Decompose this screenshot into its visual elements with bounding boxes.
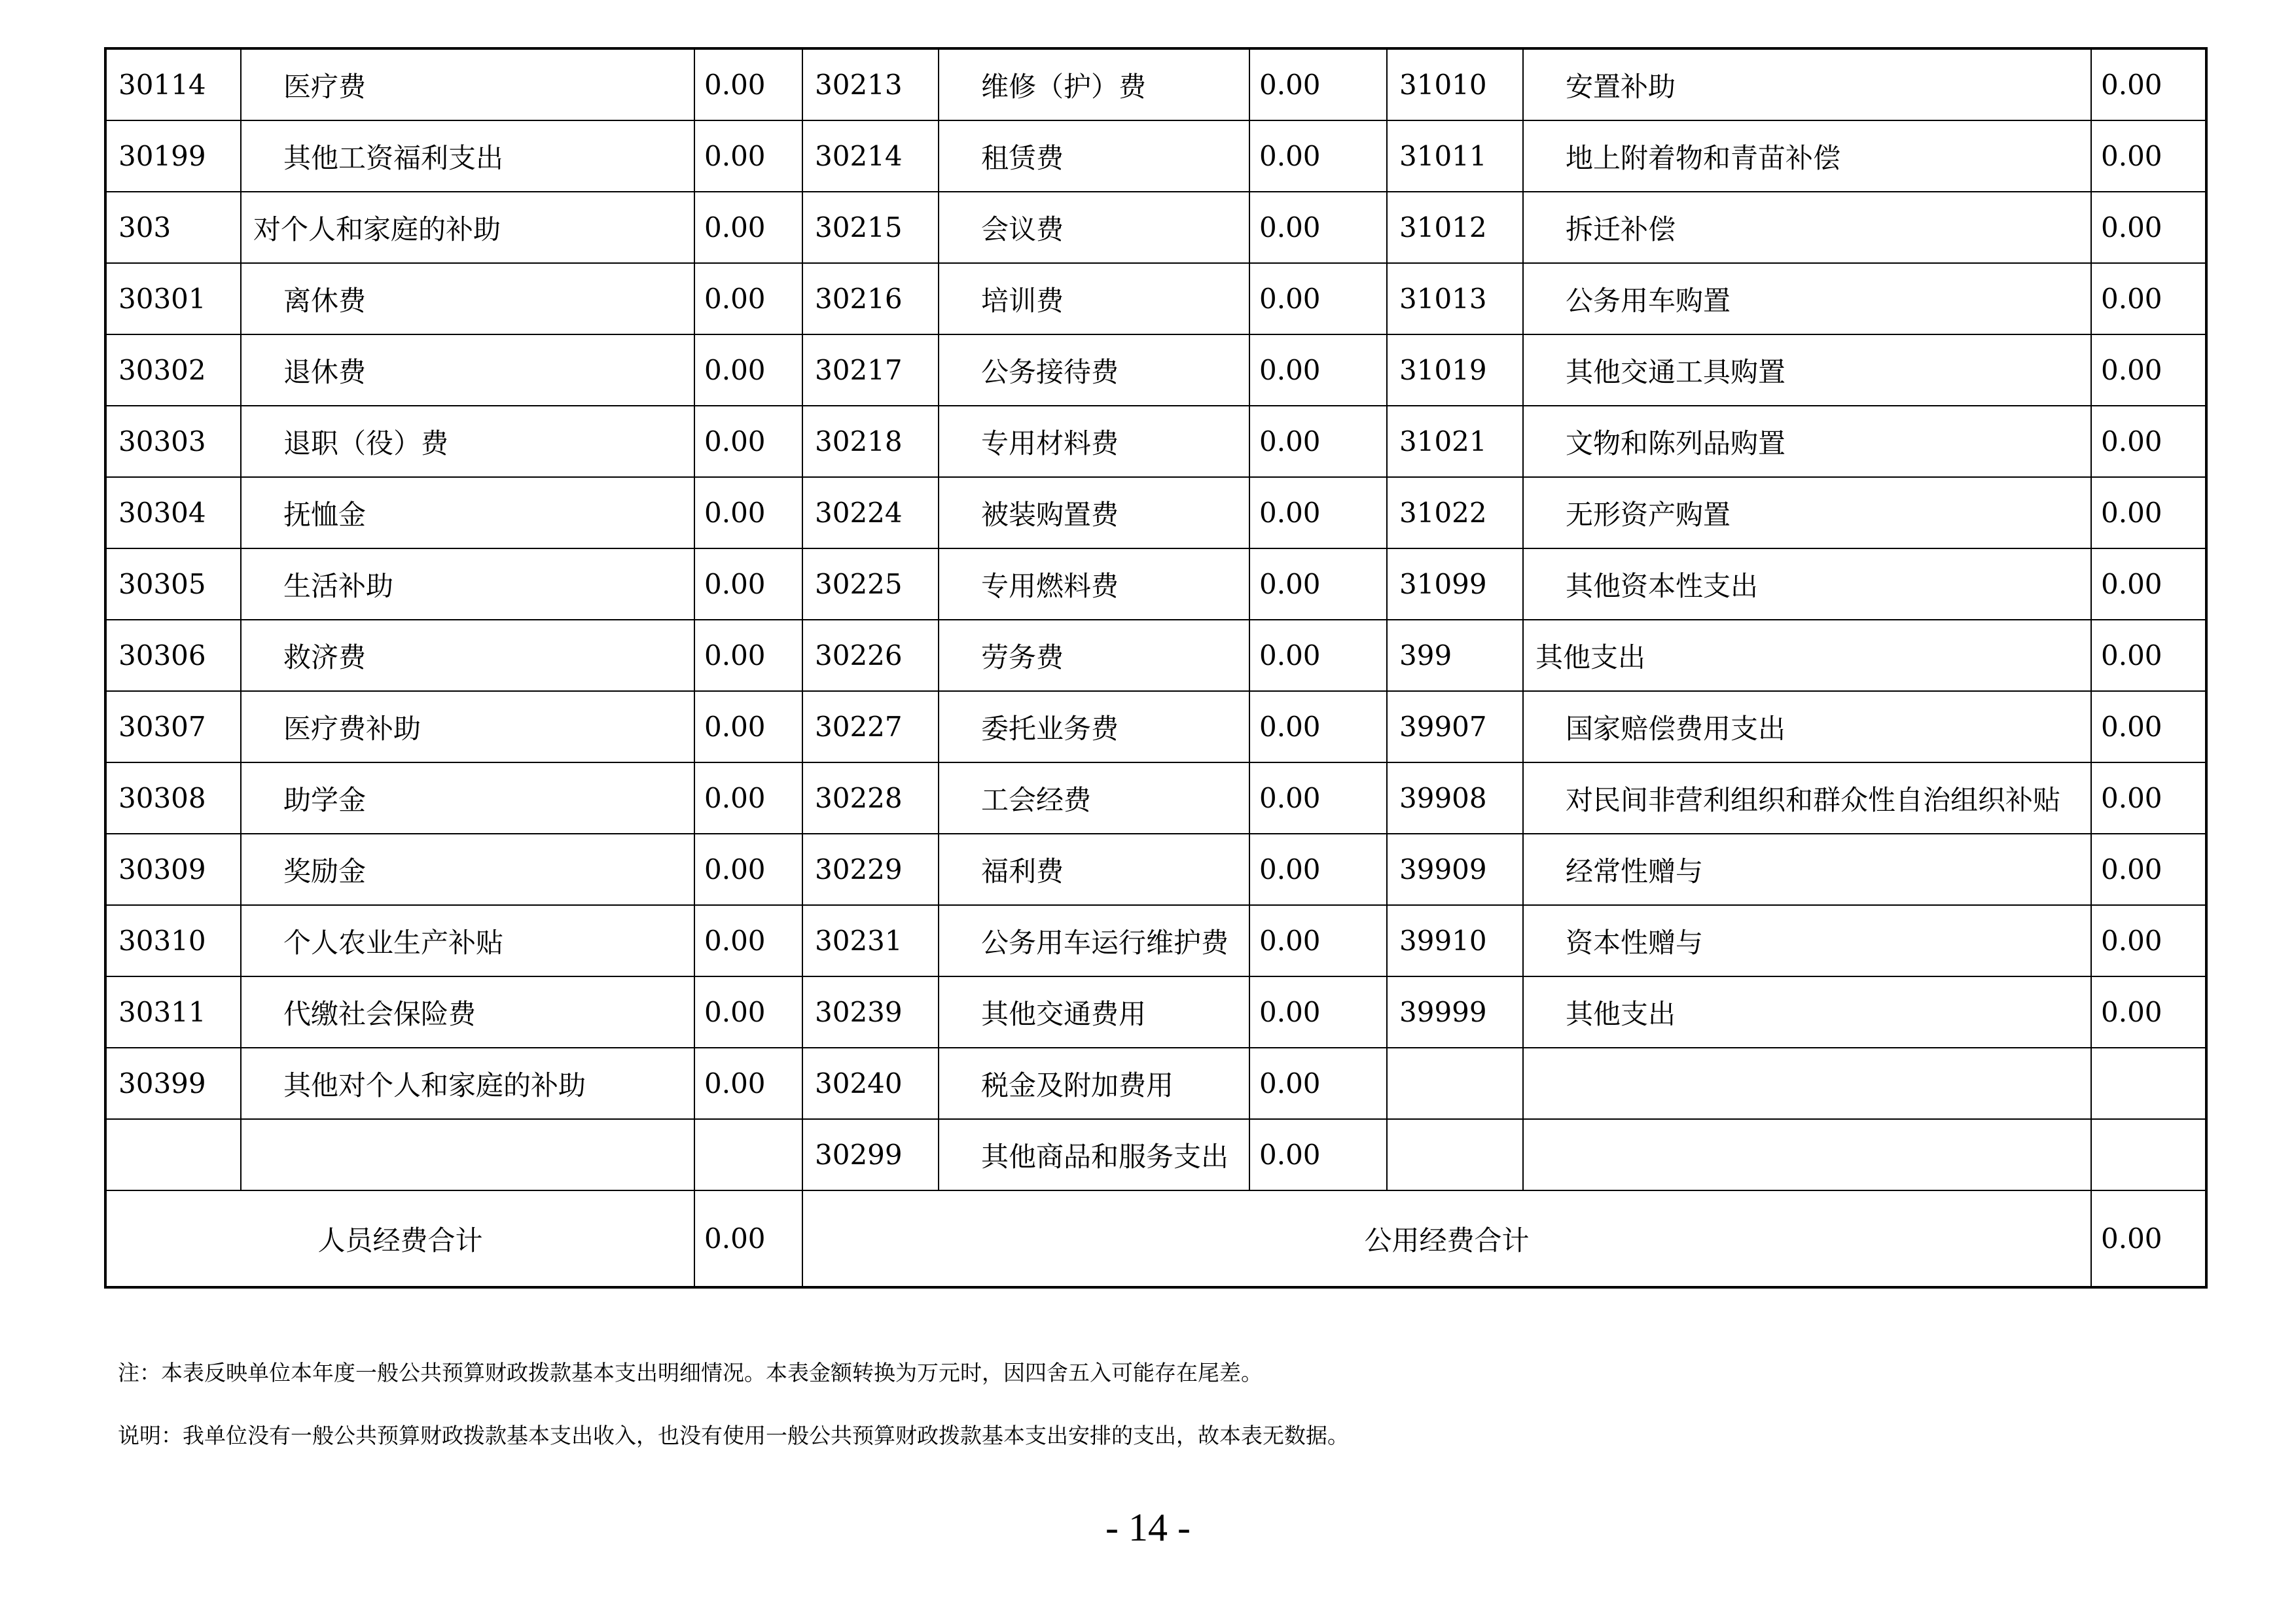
account-code: 30305	[105, 548, 241, 620]
account-name: 对民间非营利组织和群众性自治组织补贴	[1523, 762, 2091, 834]
account-name: 退休费	[241, 334, 694, 406]
amount-cell: 0.00	[1249, 263, 1387, 334]
account-code: 30229	[802, 834, 939, 905]
account-name: 离休费	[241, 263, 694, 334]
amount-cell: 0.00	[694, 263, 802, 334]
table-row	[105, 334, 2206, 406]
account-code	[1387, 1048, 1523, 1119]
amount-cell: 0.00	[694, 334, 802, 406]
amount-cell: 0.00	[2091, 120, 2206, 192]
account-code: 30306	[105, 620, 241, 691]
account-code: 30215	[802, 192, 939, 263]
amount-cell: 0.00	[1249, 48, 1387, 120]
account-name: 公务用车购置	[1523, 263, 2091, 334]
table-row	[105, 834, 2206, 905]
account-code: 30309	[105, 834, 241, 905]
amount-cell: 0.00	[694, 834, 802, 905]
amount-cell: 0.00	[694, 548, 802, 620]
amount-cell: 0.00	[2091, 762, 2206, 834]
account-code: 30307	[105, 691, 241, 762]
account-code: 303	[105, 192, 241, 263]
amount-cell: 0.00	[1249, 691, 1387, 762]
account-code: 30399	[105, 1048, 241, 1119]
account-name: 被装购置费	[939, 477, 1249, 548]
amount-cell: 0.00	[694, 905, 802, 976]
personnel-total-label: 人员经费合计	[105, 1190, 694, 1287]
account-code: 30227	[802, 691, 939, 762]
account-name: 公务接待费	[939, 334, 1249, 406]
account-name: 抚恤金	[241, 477, 694, 548]
account-code: 30218	[802, 406, 939, 477]
account-name	[241, 1119, 694, 1190]
account-code: 30214	[802, 120, 939, 192]
account-name: 个人农业生产补贴	[241, 905, 694, 976]
amount-cell: 0.00	[1249, 406, 1387, 477]
account-code: 31022	[1387, 477, 1523, 548]
table-row	[105, 620, 2206, 691]
amount-cell: 0.00	[694, 691, 802, 762]
account-code: 399	[1387, 620, 1523, 691]
account-name: 对个人和家庭的补助	[241, 192, 694, 263]
amount-cell	[694, 1119, 802, 1190]
table-row	[105, 762, 2206, 834]
account-code: 30199	[105, 120, 241, 192]
account-code: 30228	[802, 762, 939, 834]
amount-cell: 0.00	[2091, 477, 2206, 548]
amount-cell: 0.00	[1249, 976, 1387, 1048]
amount-cell: 0.00	[694, 976, 802, 1048]
amount-cell: 0.00	[2091, 691, 2206, 762]
expenditure-detail-table	[104, 47, 2208, 1289]
public-total-label: 公用经费合计	[802, 1190, 2091, 1287]
amount-cell: 0.00	[2091, 406, 2206, 477]
amount-cell: 0.00	[1249, 1048, 1387, 1119]
amount-cell: 0.00	[694, 406, 802, 477]
account-name: 医疗费	[241, 48, 694, 120]
account-name	[1523, 1119, 2091, 1190]
account-code: 30304	[105, 477, 241, 548]
amount-cell: 0.00	[2091, 334, 2206, 406]
account-code: 31021	[1387, 406, 1523, 477]
table-row	[105, 477, 2206, 548]
amount-cell	[2091, 1119, 2206, 1190]
account-code: 30114	[105, 48, 241, 120]
amount-cell: 0.00	[694, 620, 802, 691]
account-code: 30224	[802, 477, 939, 548]
account-code: 30301	[105, 263, 241, 334]
account-name: 税金及附加费用	[939, 1048, 1249, 1119]
account-code: 30239	[802, 976, 939, 1048]
account-name: 其他交通费用	[939, 976, 1249, 1048]
amount-cell: 0.00	[1249, 120, 1387, 192]
amount-cell: 0.00	[1249, 548, 1387, 620]
account-name: 其他对个人和家庭的补助	[241, 1048, 694, 1119]
amount-cell: 0.00	[1249, 334, 1387, 406]
amount-cell: 0.00	[1249, 192, 1387, 263]
amount-cell: 0.00	[2091, 192, 2206, 263]
amount-cell: 0.00	[1249, 620, 1387, 691]
account-code: 39999	[1387, 976, 1523, 1048]
amount-cell: 0.00	[694, 477, 802, 548]
amount-cell	[2091, 1048, 2206, 1119]
account-code: 30231	[802, 905, 939, 976]
account-name: 经常性赠与	[1523, 834, 2091, 905]
account-name: 其他工资福利支出	[241, 120, 694, 192]
amount-cell: 0.00	[2091, 548, 2206, 620]
account-code: 30311	[105, 976, 241, 1048]
table-body	[105, 48, 2206, 1190]
amount-cell: 0.00	[2091, 834, 2206, 905]
account-code: 39909	[1387, 834, 1523, 905]
account-name: 会议费	[939, 192, 1249, 263]
table-row	[105, 192, 2206, 263]
amount-cell: 0.00	[694, 48, 802, 120]
account-name: 奖励金	[241, 834, 694, 905]
account-name: 助学金	[241, 762, 694, 834]
amount-cell: 0.00	[1249, 1119, 1387, 1190]
account-name: 拆迁补偿	[1523, 192, 2091, 263]
table-row	[105, 976, 2206, 1048]
table-note: 注：本表反映单位本年度一般公共预算财政拨款基本支出明细情况。本表金额转换为万元时，因四舍五入可能存在尾差。	[118, 1360, 1263, 1385]
account-code: 30308	[105, 762, 241, 834]
account-name: 生活补助	[241, 548, 694, 620]
account-code	[105, 1119, 241, 1190]
table-row	[105, 406, 2206, 477]
account-code: 39907	[1387, 691, 1523, 762]
account-name: 培训费	[939, 263, 1249, 334]
account-code: 30216	[802, 263, 939, 334]
account-code: 30299	[802, 1119, 939, 1190]
amount-cell: 0.00	[2091, 976, 2206, 1048]
account-name: 地上附着物和青苗补偿	[1523, 120, 2091, 192]
account-name: 文物和陈列品购置	[1523, 406, 2091, 477]
account-name: 专用材料费	[939, 406, 1249, 477]
account-name: 其他商品和服务支出	[939, 1119, 1249, 1190]
account-name: 工会经费	[939, 762, 1249, 834]
table-row	[105, 548, 2206, 620]
account-code: 39910	[1387, 905, 1523, 976]
account-name: 安置补助	[1523, 48, 2091, 120]
account-code: 31013	[1387, 263, 1523, 334]
account-name: 其他资本性支出	[1523, 548, 2091, 620]
account-code: 31099	[1387, 548, 1523, 620]
account-name: 专用燃料费	[939, 548, 1249, 620]
account-name: 租赁费	[939, 120, 1249, 192]
account-name: 劳务费	[939, 620, 1249, 691]
account-name: 救济费	[241, 620, 694, 691]
account-name: 医疗费补助	[241, 691, 694, 762]
account-code: 30240	[802, 1048, 939, 1119]
public-total-value: 0.00	[2091, 1190, 2206, 1287]
table-row	[105, 691, 2206, 762]
amount-cell: 0.00	[1249, 905, 1387, 976]
amount-cell: 0.00	[2091, 48, 2206, 120]
account-code: 31010	[1387, 48, 1523, 120]
account-code: 31012	[1387, 192, 1523, 263]
table-row	[105, 1119, 2206, 1190]
amount-cell: 0.00	[694, 120, 802, 192]
amount-cell: 0.00	[1249, 762, 1387, 834]
table-row	[105, 120, 2206, 192]
account-name: 退职（役）费	[241, 406, 694, 477]
account-name: 其他支出	[1523, 620, 2091, 691]
account-name: 无形资产购置	[1523, 477, 2091, 548]
account-code: 30225	[802, 548, 939, 620]
account-code: 30302	[105, 334, 241, 406]
amount-cell: 0.00	[2091, 905, 2206, 976]
amount-cell: 0.00	[2091, 620, 2206, 691]
account-code	[1387, 1119, 1523, 1190]
table-row	[105, 1048, 2206, 1119]
page-number: - 14 -	[1105, 1506, 1191, 1549]
table-row	[105, 905, 2206, 976]
account-code: 31011	[1387, 120, 1523, 192]
table-row	[105, 263, 2206, 334]
table-explanation: 说明：我单位没有一般公共预算财政拨款基本支出收入，也没有使用一般公共预算财政拨款基本支出安排的支出，故本表无数据。	[118, 1423, 1349, 1448]
amount-cell: 0.00	[1249, 834, 1387, 905]
account-code: 30303	[105, 406, 241, 477]
amount-cell: 0.00	[694, 762, 802, 834]
table-row	[105, 48, 2206, 120]
amount-cell: 0.00	[2091, 263, 2206, 334]
totals-row	[105, 1190, 2206, 1287]
account-name: 福利费	[939, 834, 1249, 905]
account-name: 其他交通工具购置	[1523, 334, 2091, 406]
account-name	[1523, 1048, 2091, 1119]
account-code: 39908	[1387, 762, 1523, 834]
amount-cell: 0.00	[694, 192, 802, 263]
account-name: 公务用车运行维护费	[939, 905, 1249, 976]
account-code: 30217	[802, 334, 939, 406]
personnel-total-value: 0.00	[694, 1190, 802, 1287]
account-name: 委托业务费	[939, 691, 1249, 762]
account-code: 30226	[802, 620, 939, 691]
account-name: 维修（护）费	[939, 48, 1249, 120]
account-code: 30213	[802, 48, 939, 120]
account-name: 国家赔偿费用支出	[1523, 691, 2091, 762]
amount-cell: 0.00	[1249, 477, 1387, 548]
account-code: 31019	[1387, 334, 1523, 406]
account-name: 代缴社会保险费	[241, 976, 694, 1048]
amount-cell: 0.00	[694, 1048, 802, 1119]
account-name: 其他支出	[1523, 976, 2091, 1048]
account-code: 30310	[105, 905, 241, 976]
account-name: 资本性赠与	[1523, 905, 2091, 976]
